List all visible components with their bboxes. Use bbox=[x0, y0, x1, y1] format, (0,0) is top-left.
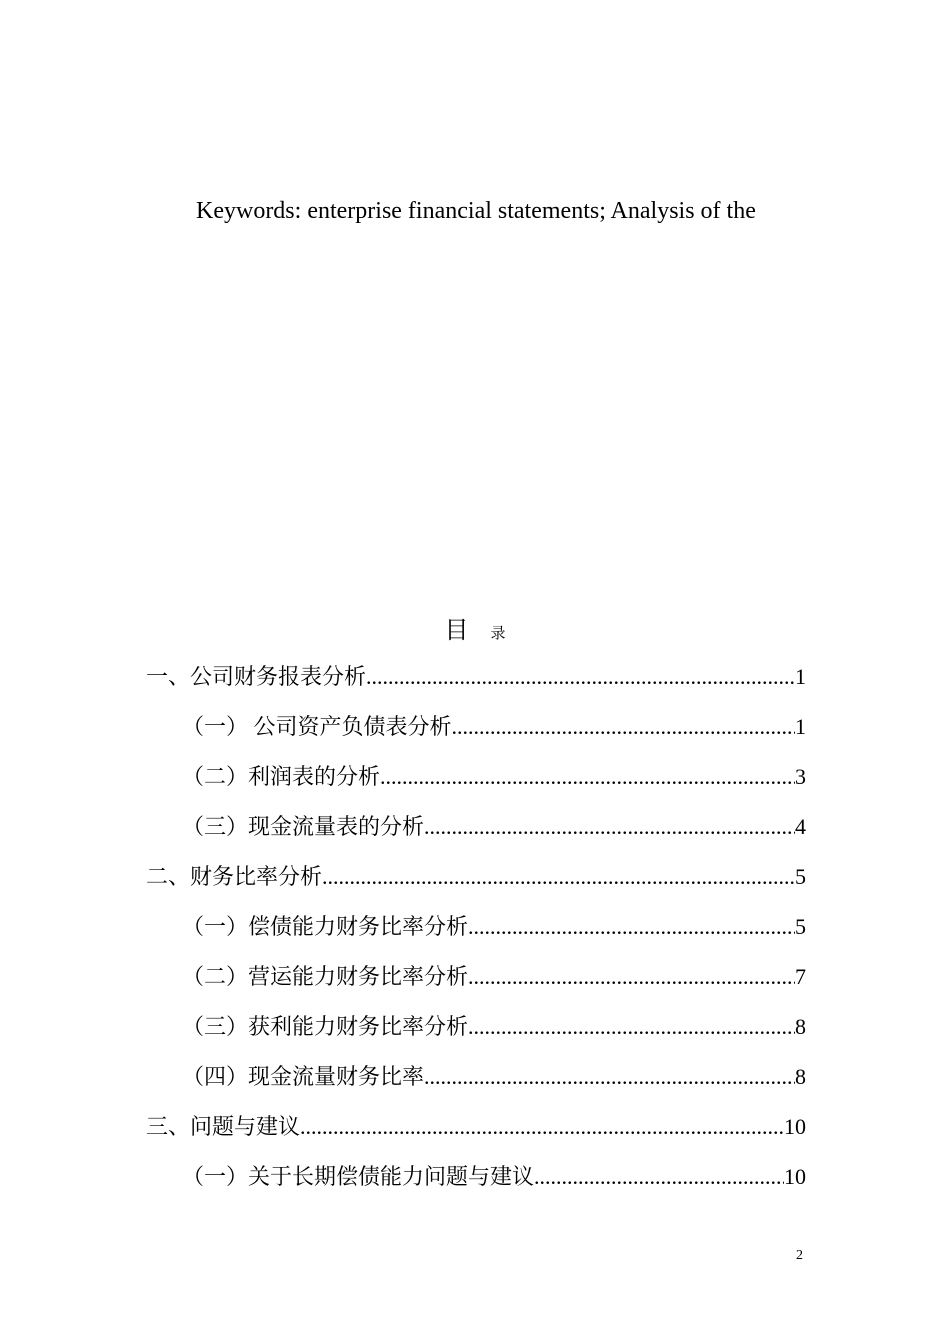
toc-entry-page: 8 bbox=[795, 1064, 806, 1089]
page-number: 2 bbox=[796, 1248, 803, 1263]
toc-entry-page: 1 bbox=[795, 714, 806, 739]
toc-leader bbox=[366, 652, 795, 702]
toc-entry-label: 三、问题与建议 bbox=[146, 1114, 301, 1139]
toc-entry[interactable] bbox=[146, 802, 806, 852]
toc-entry-label: 二、财务比率分析 bbox=[146, 864, 323, 889]
table-of-contents bbox=[146, 652, 806, 1202]
toc-entry-page: 5 bbox=[795, 864, 806, 889]
toc-leader bbox=[468, 902, 795, 952]
toc-entry[interactable] bbox=[146, 902, 806, 952]
toc-entry-page: 1 bbox=[795, 664, 806, 689]
toc-entry[interactable] bbox=[146, 1152, 806, 1202]
toc-entry-label: （二）营运能力财务比率分析 bbox=[182, 964, 469, 989]
toc-entry-label: （四）现金流量财务比率 bbox=[182, 1064, 425, 1089]
toc-leader bbox=[322, 852, 795, 902]
toc-entry-label: （一）关于长期偿债能力问题与建议 bbox=[182, 1164, 535, 1189]
toc-leader bbox=[424, 1052, 795, 1102]
toc-entry-page: 5 bbox=[795, 914, 806, 939]
toc-leader bbox=[468, 1002, 795, 1052]
toc-entry-label: （三）获利能力财务比率分析 bbox=[182, 1014, 469, 1039]
toc-entry[interactable] bbox=[146, 652, 806, 702]
toc-title bbox=[0, 610, 950, 645]
toc-leader bbox=[300, 1102, 784, 1152]
toc-entry-label: （三）现金流量表的分析 bbox=[182, 814, 425, 839]
toc-leader bbox=[424, 802, 795, 852]
toc-entry[interactable] bbox=[146, 1052, 806, 1102]
toc-entry-label: （一） 公司资产负债表分析 bbox=[182, 714, 452, 739]
toc-entry-page: 3 bbox=[795, 764, 806, 789]
toc-entry-page: 10 bbox=[784, 1114, 806, 1139]
toc-entry[interactable] bbox=[146, 702, 806, 752]
keywords-line: Keywords: enterprise financial statements; Analysis of the bbox=[196, 198, 756, 224]
toc-entry-label: 一、公司财务报表分析 bbox=[146, 664, 367, 689]
toc-leader bbox=[534, 1152, 784, 1202]
toc-leader bbox=[452, 702, 795, 752]
toc-leader bbox=[468, 952, 795, 1002]
toc-entry[interactable] bbox=[146, 1002, 806, 1052]
toc-entry[interactable] bbox=[146, 852, 806, 902]
toc-leader bbox=[380, 752, 795, 802]
toc-entry[interactable] bbox=[146, 1102, 806, 1152]
toc-entry-page: 7 bbox=[795, 964, 806, 989]
toc-entry[interactable] bbox=[146, 752, 806, 802]
toc-title-main: 目 bbox=[444, 618, 469, 644]
toc-entry[interactable] bbox=[146, 952, 806, 1002]
toc-entry-page: 10 bbox=[784, 1164, 806, 1189]
toc-entry-label: （二）利润表的分析 bbox=[182, 764, 381, 789]
toc-entry-page: 4 bbox=[795, 814, 806, 839]
toc-title-sub: 录 bbox=[490, 626, 506, 642]
toc-entry-label: （一）偿债能力财务比率分析 bbox=[182, 914, 469, 939]
toc-entry-page: 8 bbox=[795, 1014, 806, 1039]
